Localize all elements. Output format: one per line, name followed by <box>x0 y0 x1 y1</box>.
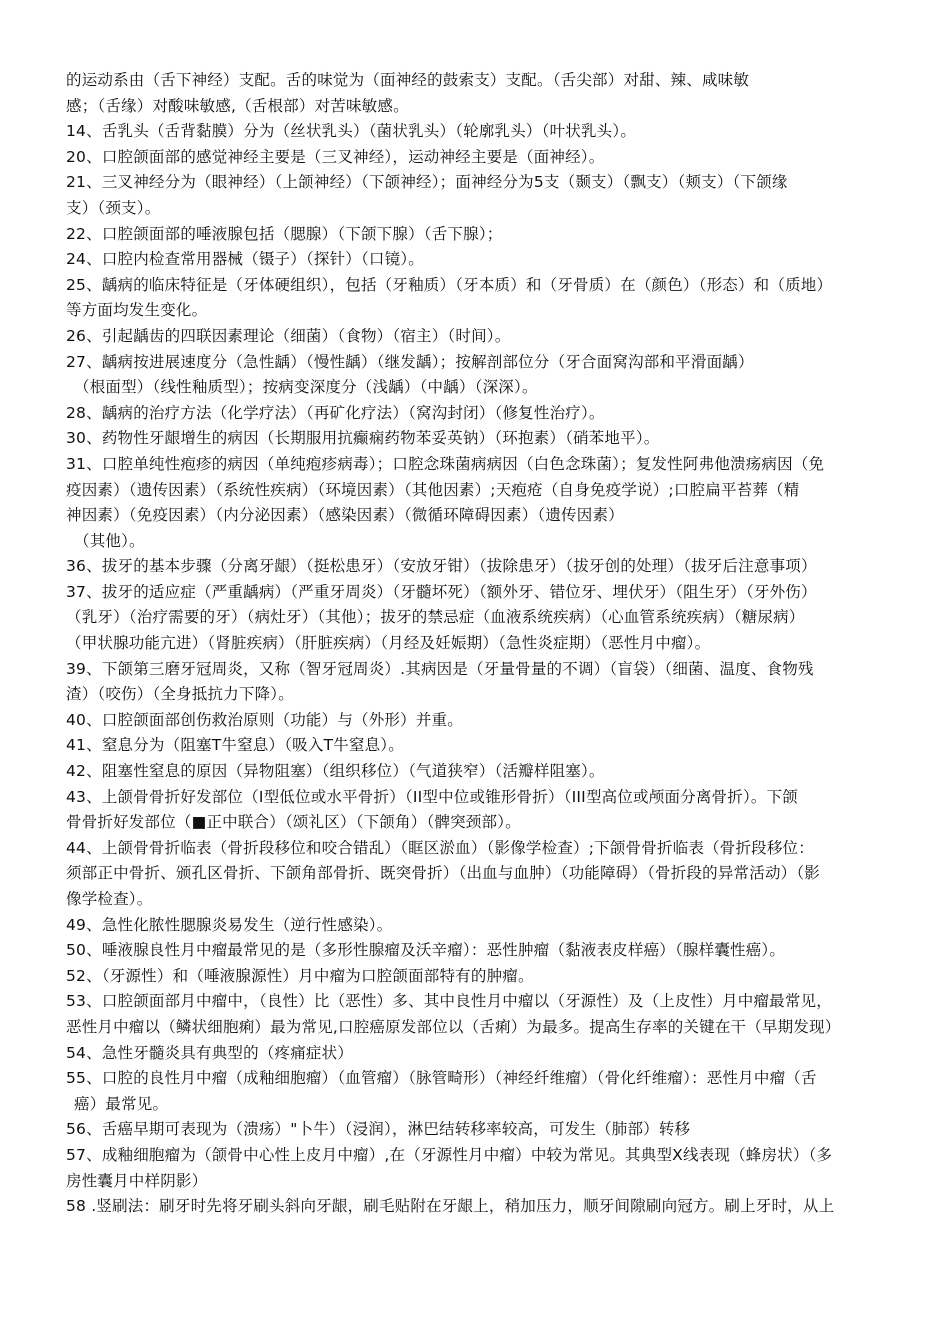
text-line: 26、引起龋齿的四联因素理论（细菌）（食物）（宿主）（时间）。 <box>66 326 511 345</box>
text-line: 感；（舌缘）对酸味敏感,（舌根部）对苦味敏感。 <box>66 96 409 115</box>
text-line: 支）（颈支）。 <box>66 198 161 217</box>
text-line: 骨骨折好发部位（■正中联合）（颂礼区）（下颌角）（髀突颈部）。 <box>66 813 521 832</box>
text-line: 31、口腔单纯性疱疹的病因（单纯疱疹病毒）；口腔念珠菌病病因（白色念珠菌）；复发性阿弗他溃疡病因（免 <box>66 454 825 473</box>
text-line: 42、阻塞性窒息的原因（异物阻塞）（组织移位）（气道狭窄）（活瓣样阻塞）。 <box>66 762 605 781</box>
text-line: 55、口腔的良性月中瘤（成釉细胞瘤）（血管瘤）（脉管畸形）（神经纤维瘤）（骨化纤维瘤）：恶性月中瘤（舌 <box>66 1069 817 1088</box>
text-line: 像学检查）。 <box>66 890 153 908</box>
text-line: 的运动系由（舌下神经）支配。舌的味觉为（面神经的鼓索支）支配。（舌尖部）对甜、辣、咸味敏 <box>66 71 750 89</box>
document-page <box>66 68 906 1220</box>
text-line: 渣）（咬伤）（全身抵抗力下降）。 <box>66 685 294 704</box>
text-line: 50、唾液腺良性月中瘤最常见的是（多形性腺瘤及沃辛瘤）：恶性肿瘤（黏液表皮样癌）（腺样囊性癌）。 <box>66 941 786 960</box>
text-line: 43、上颌骨骨折好发部位（I型低位或水平骨折）（II型中位或锥形骨折）（III型高位或颅面分离骨折）。下颌 <box>66 787 799 806</box>
text-line: 53、口腔颌面部月中瘤中，（良性）比（恶性）多、其中良性月中瘤以（牙源性）及（上皮性）月中瘤最常见， <box>66 992 832 1011</box>
text-line: 39、下颌第三磨牙冠周炎，又称（智牙冠周炎）.其病因是（牙量骨量的不调）（盲袋）（细菌、温度、食物残 <box>66 659 814 678</box>
text-line: （乳牙）（治疗需要的牙）（病灶牙）（其他）；拔牙的禁忌症（血液系统疾病）（心血管系统疾病）（糖尿病） <box>66 608 805 627</box>
text-line: 40、口腔颌面部创伤救治原则（功能）与（外形）并重。 <box>66 710 463 729</box>
text-line: 神因素）（免疫因素）（内分泌因素）（感染因素）（微循环障碍因素）（遗传因素） <box>66 506 624 525</box>
text-line: 24、口腔内检查常用器械（镊子）（探针）（口镜）。 <box>66 250 424 269</box>
text-line: 28、龋病的治疗方法（化学疗法）（再矿化疗法）（窝沟封闭）（修复性治疗）。 <box>66 403 605 422</box>
text-line: 14、舌乳头（舌背黏膜）分为（丝状乳头）（菌状乳头）（轮廓乳头）（叶状乳头）。 <box>66 122 637 141</box>
text-line: 41、窒息分为（阻塞T牛窒息）（吸入T牛窒息）。 <box>66 736 404 755</box>
text-line: 癌）最常见。 <box>74 1094 169 1113</box>
text-line: 须部正中骨折、颁孔区骨折、下颌角部骨折、既突骨折）（出血与血肿）（功能障碍）（骨折段的异常活动）（影 <box>66 864 821 883</box>
text-line: 49、急性化脓性腮腺炎易发生（逆行性感染）。 <box>66 915 393 934</box>
text-line: 25、龋病的临床特征是（牙体硬组织），包括（牙釉质）（牙本质）和（牙骨质）在（颜色）（形态）和（质地） <box>66 275 833 294</box>
text-line: 30、药物性牙龈增生的病因（长期服用抗癫痫药物苯妥英钠）（环抱素）（硝苯地平）。 <box>66 429 660 448</box>
text-line: 疫因素）（遗传因素）（系统性疾病）（环境因素）（其他因素）;天疱疮（自身免疫学说）;口腔扁平苔葬（精 <box>66 480 800 499</box>
text-line: 44、上颌骨骨折临表（骨折段移位和咬合错乱）（眶区淤血）（影像学检查）;下颌骨骨折临表（骨折段移位： <box>66 838 814 857</box>
text-line: 57、成釉细胞瘤为（颌骨中心性上皮月中瘤）,在（牙源性月中瘤）中较为常见。其典型X线表现（蜂房状）（多 <box>66 1145 833 1164</box>
text-line: 36、拔牙的基本步骤（分离牙龈）（挺松患牙）（安放牙钳）（拔除患牙）（拔牙创的处理）（拔牙后注意事项） <box>66 557 817 576</box>
text-line: 22、口腔颌面部的唾液腺包括（腮腺）（下颌下腺）（舌下腺）； <box>66 224 503 243</box>
text-line: 52、（牙源性）和（唾液腺源性）月中瘤为口腔颌面部特有的肿瘤。 <box>66 966 534 985</box>
text-line: （甲状腺功能亢进）（肾脏疾病）（肝脏疾病）（月经及妊娠期）（急性炎症期）（恶性月中瘤）。 <box>66 634 711 653</box>
text-line: 21、三叉神经分为（眼神经）（上颌神经）（下颌神经）；面神经分为5支（颞支）（飘支）（颊支）（下颌缘 <box>66 173 788 192</box>
text-line: （其他）。 <box>74 531 145 550</box>
text-line: 54、急性牙髓炎具有典型的（疼痛症状） <box>66 1043 354 1062</box>
text-line: 37、拔牙的适应症（严重龋病）（严重牙周炎）（牙髓坏死）（额外牙、错位牙、埋伏牙）（阻生牙）（牙外伤） <box>66 582 817 601</box>
text-line: 20、口腔颌面部的感觉神经主要是（三叉神经），运动神经主要是（面神经）。 <box>66 147 605 166</box>
text-line: 56、舌癌早期可表现为（溃疡）"卜牛）（浸润），淋巴结转移率较高，可发生（肺部）转移 <box>66 1120 691 1139</box>
text-line: 等方面均发生变化。 <box>66 301 208 320</box>
text-line: 恶性月中瘤以（鳞状细胞痢）最为常见,口腔癌原发部位以（舌痢）为最多。提高生存率的关键在干（早期发现） <box>66 1017 841 1036</box>
text-line: 房性囊月中样阴影） <box>66 1171 208 1190</box>
text-line: 58 .竖刷法：刷牙时先将牙刷头斜向牙龈，刷毛贴附在牙龈上，稍加压力，顺牙间隙刷向冠方。刷上牙时，从上 <box>66 1197 835 1216</box>
text-line: （根面型）（线性釉质型）；按病变深度分（浅龋）（中龋）（深深）。 <box>74 378 538 397</box>
text-line: 27、龋病按进展速度分（急性龋）（慢性龋）（继发龋）；按解剖部位分（牙合面窝沟部和平滑面龋） <box>66 352 754 371</box>
